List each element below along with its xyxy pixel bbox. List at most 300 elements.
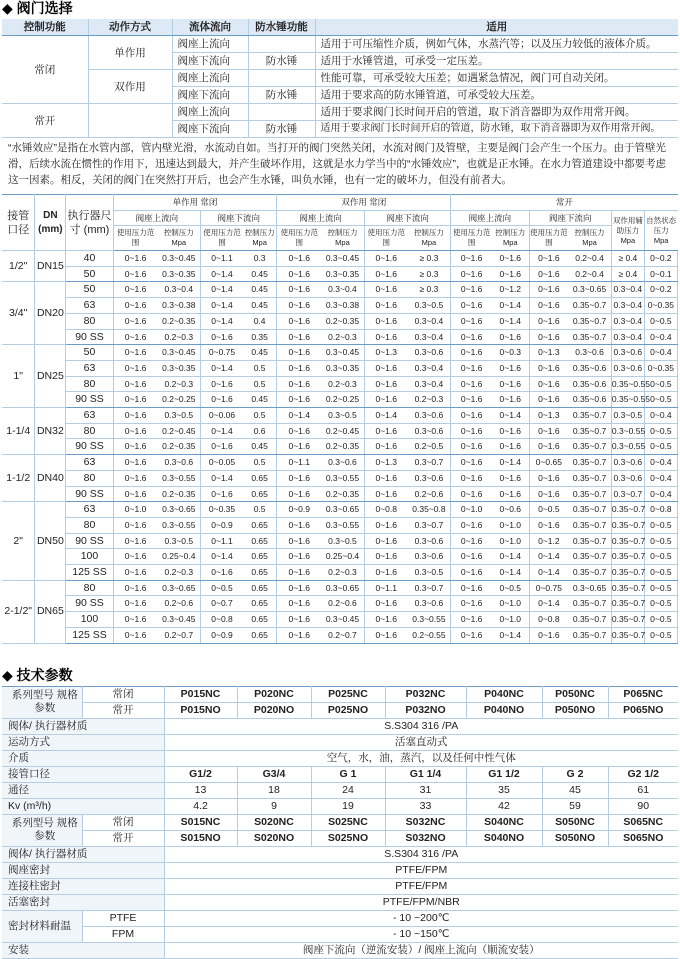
value-cell: 0~1.6 <box>529 266 568 282</box>
header-aux: 双作用辅助压力 Mpa <box>611 211 644 251</box>
value-cell: 0.3~0.5 <box>408 565 451 581</box>
value-cell: 0.3~0.45 <box>321 345 364 361</box>
value-cell: 0~1.4 <box>201 549 243 565</box>
value-cell: 0.3~0.7 <box>408 455 451 471</box>
model-cell: P020NC <box>237 686 311 702</box>
value-cell: 0~1.1 <box>201 251 243 267</box>
value-cell: 0.35~0.7 <box>568 627 611 643</box>
value-cell: 0.65 <box>243 549 277 565</box>
value-cell: 0.3~0.55 <box>611 439 644 455</box>
value-cell: 0~1.6 <box>451 298 492 314</box>
pressure-row <box>2 455 678 471</box>
value-cell: 0~1.6 <box>451 360 492 376</box>
bore-row <box>2 782 678 798</box>
value-cell: 0~1.1 <box>364 580 407 596</box>
header-down: 阀座下流向 <box>529 211 611 226</box>
kv-row <box>2 798 678 814</box>
model-cell: P025NO <box>311 702 385 718</box>
valve-row <box>2 36 678 53</box>
value-cell: 0~1.3 <box>364 345 407 361</box>
motion-value: 活塞直动式 <box>164 734 678 750</box>
value-cell: 0.3~0.45 <box>321 251 364 267</box>
pressure-row <box>2 298 678 314</box>
dn-cell: DN15 <box>35 251 66 282</box>
value-cell: 0~1.6 <box>113 423 157 439</box>
value-cell: 0.65 <box>243 596 277 612</box>
port-cell: G 1 <box>311 766 385 782</box>
value-cell: 0~0.5 <box>492 580 529 596</box>
rod-row <box>2 878 678 894</box>
value-cell: 0.3~0.45 <box>321 612 364 628</box>
actuator-cell: 50 <box>66 266 113 282</box>
pressure-row <box>2 266 678 282</box>
value-cell: 0~1.6 <box>277 533 321 549</box>
install-value: 阀座下流向（逆流安装）/ 阀座上流向（顺流安装） <box>164 942 678 958</box>
body-row <box>2 718 678 734</box>
flow-cell: 阀座上流向 <box>172 36 248 53</box>
header-up: 阀座上流向 <box>113 211 201 226</box>
value-cell: 0~1.6 <box>364 423 407 439</box>
model-cell: S032NC <box>385 814 466 830</box>
value-cell: 0~1.6 <box>364 376 407 392</box>
value-cell: 0~1.6 <box>201 565 243 581</box>
value-cell: 0~1.6 <box>113 392 157 408</box>
value-cell: 0.35~0.7 <box>568 565 611 581</box>
actuator-cell: 80 <box>66 470 113 486</box>
value-cell: 0~0.4 <box>644 345 677 361</box>
port-cell: G2 1/2 <box>608 766 678 782</box>
value-cell: 0~1.0 <box>451 502 492 518</box>
pressure-row <box>2 580 678 596</box>
value-cell: 0~1.0 <box>113 502 157 518</box>
header-range: 使用压力范围 <box>451 226 492 251</box>
bore-cell: 13 <box>164 782 237 798</box>
value-cell: 0.3~0.55 <box>321 517 364 533</box>
value-cell: 0~1.4 <box>201 423 243 439</box>
value-cell: 0.3~0.4 <box>611 329 644 345</box>
value-cell: 0~1.6 <box>451 455 492 471</box>
kv-cell: 9 <box>237 798 311 814</box>
value-cell: 0~1.6 <box>451 266 492 282</box>
value-cell: 0~1.6 <box>113 376 157 392</box>
pressure-row <box>2 329 678 345</box>
actuator-cell: 63 <box>66 408 113 424</box>
s-model-row-nc <box>2 814 678 830</box>
pressure-row <box>2 517 678 533</box>
value-cell: 0.5 <box>243 455 277 471</box>
value-cell: 0~1.6 <box>364 439 407 455</box>
value-cell: 0.2~0.25 <box>157 392 200 408</box>
header-ctrl: 控制压力 Mpa <box>321 226 364 251</box>
port-cell: G1 1/2 <box>466 766 542 782</box>
value-cell: 0.65 <box>243 533 277 549</box>
port-label: 接管口径 <box>2 766 164 782</box>
value-cell: 0~1.6 <box>364 486 407 502</box>
value-cell: 0~1.6 <box>364 470 407 486</box>
body-row-s <box>2 846 678 862</box>
value-cell: 0.3~0.6 <box>408 408 451 424</box>
value-cell: 0~1.6 <box>364 533 407 549</box>
value-cell: 0~1.6 <box>492 329 529 345</box>
value-cell: 0.3~0.35 <box>321 266 364 282</box>
actuator-cell: 80 <box>66 313 113 329</box>
value-cell: 0~1.4 <box>277 408 321 424</box>
value-cell: 0.35~0.55 <box>611 392 644 408</box>
pressure-row <box>2 392 678 408</box>
pressure-row <box>2 470 678 486</box>
value-cell: 0.2~0.45 <box>321 423 364 439</box>
value-cell: 0.2~0.4 <box>568 251 611 267</box>
value-cell: 0~1.6 <box>492 486 529 502</box>
value-cell: 0~0.35 <box>644 360 677 376</box>
port-cell: 1/2" <box>2 251 35 282</box>
pressure-table-body <box>2 251 678 644</box>
value-cell: 0~1.6 <box>113 565 157 581</box>
value-cell: 0.5 <box>243 408 277 424</box>
value-cell: 0.35~0.7 <box>611 580 644 596</box>
value-cell: 0.3~0.35 <box>157 266 200 282</box>
header-range: 使用压力范围 <box>113 226 157 251</box>
ptfe-value: - 10 ~200℃ <box>164 910 678 926</box>
model-cell: P032NC <box>385 686 466 702</box>
value-cell: 0.65 <box>243 580 277 596</box>
value-cell: 0.3~0.7 <box>408 580 451 596</box>
value-cell: 0~1.6 <box>113 266 157 282</box>
value-cell: 0~1.6 <box>364 360 407 376</box>
value-cell: 0~1.6 <box>451 313 492 329</box>
value-cell: 0~1.6 <box>529 298 568 314</box>
value-cell: 0.2~0.3 <box>157 565 200 581</box>
port-cell: 3/4" <box>2 282 35 345</box>
value-cell: 0~0.4 <box>644 486 677 502</box>
port-cell: 1-1/2 <box>2 455 35 502</box>
hammer-cell <box>248 104 315 121</box>
apply-cell: 适用于水锤管道，可承受一定压差。 <box>315 53 678 70</box>
rod-value: PTFE/FPM <box>164 878 678 894</box>
pressure-row <box>2 408 678 424</box>
pressure-row <box>2 345 678 361</box>
value-cell: 0~1.6 <box>201 486 243 502</box>
value-cell: 0~1.6 <box>529 470 568 486</box>
actuator-cell: 90 SS <box>66 533 113 549</box>
value-cell: 0.3~0.5 <box>408 298 451 314</box>
value-cell: 0~1.6 <box>201 392 243 408</box>
medium-label: 介质 <box>2 750 164 766</box>
value-cell: 0~0.5 <box>644 517 677 533</box>
value-cell: 0.65 <box>243 486 277 502</box>
dn-cell: DN40 <box>35 455 66 502</box>
header-down: 阀座下流向 <box>364 211 450 226</box>
value-cell: 0~1.4 <box>201 313 243 329</box>
body-label: 阀体/ 执行器材质 <box>2 718 164 734</box>
value-cell: 0~1.6 <box>113 596 157 612</box>
value-cell: 0~1.6 <box>529 627 568 643</box>
model-cell: P065NO <box>608 702 678 718</box>
value-cell: 0~1.4 <box>201 470 243 486</box>
value-cell: 0~1.0 <box>492 533 529 549</box>
kv-label: Kv (m³/h) <box>2 798 164 814</box>
value-cell: 0~0.5 <box>644 439 677 455</box>
value-cell: 0.3~0.4 <box>408 313 451 329</box>
value-cell: 0~1.6 <box>364 329 407 345</box>
header-range: 使用压力范围 <box>277 226 321 251</box>
value-cell: 0.3~0.4 <box>611 298 644 314</box>
value-cell: 0~1.2 <box>529 533 568 549</box>
pressure-header-1 <box>2 195 678 211</box>
header-natural: 自然状态压力 Mpa <box>644 211 677 251</box>
value-cell: 0~1.6 <box>492 360 529 376</box>
value-cell: 0.3~0.7 <box>408 517 451 533</box>
value-cell: 0.6 <box>243 423 277 439</box>
model-cell: S040NO <box>466 830 542 846</box>
value-cell: 0~0.5 <box>644 612 677 628</box>
medium-row <box>2 750 678 766</box>
value-cell: 0~1.6 <box>113 470 157 486</box>
header-range: 使用压力范围 <box>201 226 243 251</box>
value-cell: 0~0.4 <box>644 455 677 471</box>
pressure-row <box>2 251 678 267</box>
value-cell: 0.3~0.5 <box>157 533 200 549</box>
value-cell: 0~1.6 <box>451 517 492 533</box>
value-cell: 0~1.6 <box>451 376 492 392</box>
port-cell: G1 1/4 <box>385 766 466 782</box>
ptfe-label: PTFE <box>82 910 164 926</box>
value-cell: 0~0.8 <box>364 502 407 518</box>
bore-label: 通径 <box>2 782 164 798</box>
hammer-cell: 防水锤 <box>248 87 315 104</box>
value-cell: 0~1.6 <box>451 392 492 408</box>
value-cell: 0.3~0.4 <box>408 360 451 376</box>
value-cell: 0.3~0.65 <box>157 502 200 518</box>
value-cell: 0~1.6 <box>529 251 568 267</box>
value-cell: 0.3~0.6 <box>408 596 451 612</box>
model-cell: S025NO <box>311 830 385 846</box>
value-cell: 0~1.4 <box>492 455 529 471</box>
value-cell: 0~1.6 <box>451 282 492 298</box>
value-cell: 0.45 <box>243 345 277 361</box>
value-cell: 0~1.3 <box>529 408 568 424</box>
value-cell: 0~1.6 <box>451 408 492 424</box>
value-cell: 0.3~0.6 <box>408 549 451 565</box>
value-cell: 0~1.6 <box>113 549 157 565</box>
actuator-cell: 90 SS <box>66 329 113 345</box>
actuator-cell: 90 SS <box>66 596 113 612</box>
value-cell: 0~1.6 <box>529 282 568 298</box>
value-cell: 0.2~0.55 <box>408 627 451 643</box>
nc-label: 常闭 <box>82 814 164 830</box>
value-cell: 0~1.6 <box>451 627 492 643</box>
page <box>0 1 680 958</box>
motion-row <box>2 734 678 750</box>
value-cell: 0~1.0 <box>492 596 529 612</box>
value-cell: 0~1.6 <box>277 439 321 455</box>
valve-selection-table <box>2 19 678 138</box>
value-cell: 0~1.6 <box>451 580 492 596</box>
value-cell: 0~0.9 <box>201 627 243 643</box>
header-range: 使用压力范围 <box>529 226 568 251</box>
kv-cell: 19 <box>311 798 385 814</box>
body-label: 阀体/ 执行器材质 <box>2 846 164 862</box>
value-cell: 0.35~0.7 <box>568 470 611 486</box>
piston-row <box>2 894 678 910</box>
value-cell: 0~1.6 <box>364 517 407 533</box>
value-cell: 0~1.6 <box>113 408 157 424</box>
value-cell: 0~1.4 <box>201 282 243 298</box>
value-cell: 0.35~0.7 <box>568 439 611 455</box>
actuator-cell: 90 SS <box>66 439 113 455</box>
value-cell: 0~1.6 <box>529 360 568 376</box>
p-model-row-no <box>2 702 678 718</box>
value-cell: 0~0.5 <box>644 565 677 581</box>
model-label: 系列型号 规格参数 <box>2 814 82 846</box>
actuator-cell: 90 SS <box>66 486 113 502</box>
value-cell: 0.2~0.3 <box>321 329 364 345</box>
seat-label: 阀座密封 <box>2 862 164 878</box>
value-cell: 0~0.9 <box>201 517 243 533</box>
value-cell: 0~0.75 <box>201 345 243 361</box>
flow-cell: 阀座下流向 <box>172 121 248 138</box>
value-cell: 0~1.6 <box>529 439 568 455</box>
dn-cell: DN20 <box>35 282 66 345</box>
flow-cell: 阀座下流向 <box>172 87 248 104</box>
value-cell: 0~1.4 <box>492 565 529 581</box>
value-cell: 0~1.6 <box>113 439 157 455</box>
value-cell: 0~1.6 <box>451 596 492 612</box>
value-cell: 0~0.35 <box>201 502 243 518</box>
value-cell: 0~1.6 <box>364 612 407 628</box>
value-cell: 0~0.5 <box>644 627 677 643</box>
value-cell: 0~1.6 <box>277 266 321 282</box>
value-cell: 0~1.6 <box>451 329 492 345</box>
value-cell: 0.3~0.35 <box>157 360 200 376</box>
value-cell: 0.3~0.4 <box>611 313 644 329</box>
value-cell: 0~1.6 <box>529 313 568 329</box>
kv-cell: 90 <box>608 798 678 814</box>
value-cell: 0~1.6 <box>277 423 321 439</box>
pressure-row <box>2 612 678 628</box>
value-cell: 0~1.6 <box>113 455 157 471</box>
value-cell: 0.35~0.7 <box>568 313 611 329</box>
value-cell: 0.35~0.7 <box>568 298 611 314</box>
value-cell: 0.35~0.7 <box>568 486 611 502</box>
value-cell: 0~1.6 <box>277 313 321 329</box>
value-cell: 0~1.6 <box>277 580 321 596</box>
value-cell: 0.35~0.7 <box>611 549 644 565</box>
action-cell: 单作用 <box>88 36 172 70</box>
value-cell: 0~0.5 <box>644 423 677 439</box>
value-cell: 0~1.6 <box>277 565 321 581</box>
model-cell: S050NC <box>542 814 608 830</box>
valve-section-title: ◆ 阀门选择 <box>2 0 73 16</box>
value-cell: 0.35~0.8 <box>408 502 451 518</box>
port-cell: G3/4 <box>237 766 311 782</box>
value-cell: 0~1.6 <box>529 329 568 345</box>
pressure-row <box>2 533 678 549</box>
value-cell: 0.3~0.45 <box>157 612 200 628</box>
value-cell: 0~1.6 <box>277 282 321 298</box>
value-cell: 0~1.6 <box>364 251 407 267</box>
model-cell: P015NO <box>164 702 237 718</box>
port-cell: 2" <box>2 502 35 581</box>
flow-cell: 阀座下流向 <box>172 53 248 70</box>
apply-cell: 适用于要求阀门长时间开启的管道，取下消音器即为双作用常开阀。 <box>315 104 678 121</box>
value-cell: 0.35~0.7 <box>611 596 644 612</box>
seat-row <box>2 862 678 878</box>
value-cell: 0.65 <box>243 627 277 643</box>
header-dn: DN (mm) <box>35 195 66 251</box>
value-cell: 0~1.6 <box>113 533 157 549</box>
port-cell: 1-1/4 <box>2 408 35 455</box>
value-cell: 0~0.5 <box>529 502 568 518</box>
value-cell: 0.2~0.5 <box>408 439 451 455</box>
value-cell: 0~1.6 <box>277 392 321 408</box>
value-cell: 0.35~0.7 <box>611 517 644 533</box>
action-cell: 双作用 <box>88 70 172 104</box>
value-cell: 0~0.5 <box>644 313 677 329</box>
temp-label: 密封材料耐温 <box>2 910 82 942</box>
pressure-row <box>2 549 678 565</box>
actuator-cell: 40 <box>66 251 113 267</box>
value-cell: 0.2~0.35 <box>157 486 200 502</box>
value-cell: 0~0.4 <box>644 470 677 486</box>
bore-cell: 24 <box>311 782 385 798</box>
value-cell: 0~1.6 <box>492 251 529 267</box>
value-cell: 0~0.5 <box>644 580 677 596</box>
value-cell: 0~1.6 <box>277 345 321 361</box>
value-cell: ≥ 0.4 <box>611 251 644 267</box>
value-cell: 0~1.6 <box>492 376 529 392</box>
value-cell: 0~1.6 <box>113 298 157 314</box>
value-cell: 0~1.4 <box>492 298 529 314</box>
value-cell: 0~1.6 <box>451 612 492 628</box>
port-cell: 2-1/2" <box>2 580 35 643</box>
value-cell: 0~1.6 <box>451 439 492 455</box>
value-cell: 0.4 <box>243 313 277 329</box>
header-double-nc: 双作用 常闭 <box>277 195 451 211</box>
value-cell: 0.35~0.7 <box>568 596 611 612</box>
value-cell: ≥ 0.3 <box>408 251 451 267</box>
kv-cell: 4.2 <box>164 798 237 814</box>
header-ctrl: 控制压力 Mpa <box>568 226 611 251</box>
actuator-cell: 90 SS <box>66 392 113 408</box>
valve-table-header <box>2 19 678 36</box>
value-cell: 0~1.6 <box>364 627 407 643</box>
model-cell: P015NC <box>164 686 237 702</box>
value-cell: 0.3~0.5 <box>157 408 200 424</box>
header-up: 阀座上流向 <box>277 211 365 226</box>
model-cell: P025NC <box>311 686 385 702</box>
pressure-row <box>2 313 678 329</box>
actuator-cell: 50 <box>66 282 113 298</box>
header-control-function: 控制功能 <box>2 19 88 36</box>
value-cell: 0~0.5 <box>644 392 677 408</box>
fpm-label: FPM <box>82 926 164 942</box>
value-cell: 0.2~0.35 <box>157 439 200 455</box>
s-model-row-no <box>2 830 678 846</box>
motion-label: 运动方式 <box>2 734 164 750</box>
value-cell: 0.2~0.6 <box>408 486 451 502</box>
value-cell: 0~0.2 <box>644 282 677 298</box>
hammer-cell: 防水锤 <box>248 121 315 138</box>
rod-label: 连接柱密封 <box>2 878 164 894</box>
value-cell: 0.45 <box>243 266 277 282</box>
value-cell: 0~1.4 <box>492 408 529 424</box>
value-cell: 0~1.6 <box>277 549 321 565</box>
value-cell: 0~1.4 <box>529 565 568 581</box>
value-cell: 0~1.4 <box>364 408 407 424</box>
value-cell: 0.65 <box>243 612 277 628</box>
value-cell: 0~1.4 <box>201 298 243 314</box>
